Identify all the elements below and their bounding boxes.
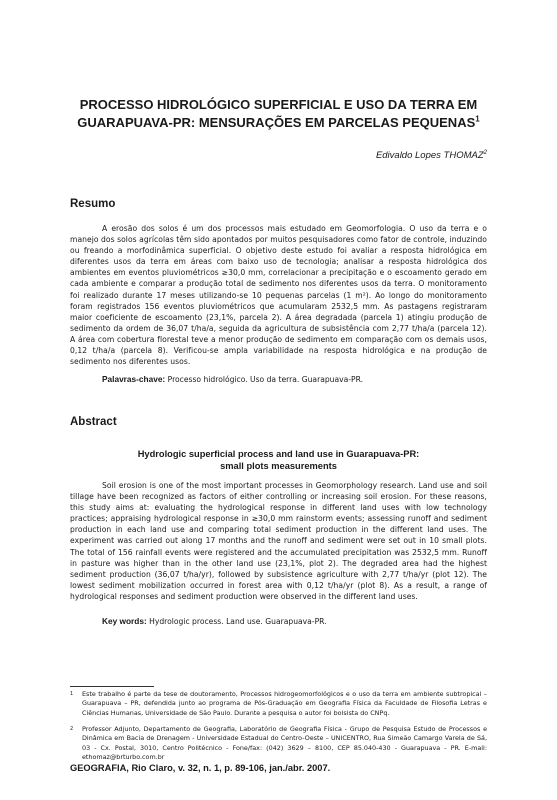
footnote-1 [70,690,487,718]
resumo-keywords-label: Palavras-chave: [102,374,166,384]
abstract-heading: Abstract [70,416,117,428]
resumo-keywords [102,374,363,385]
resumo-keywords-text: Processo hidrológico. Uso da terra. Guarapuava-PR. [167,375,364,384]
footnote-1-text: Este trabalho é parte da tese de doutoramento, Processos hidrogeomorfológicos e o uso da terra em ambiente subtropical – Guarapuava – PR, defendida junto ao programa de Pós-Graduação em Geografia Física da Faculdade de Filosofia Letras e Ciências Humanas, Universidade de São Paulo. Durante a pesquisa o autor foi bolsista do CNPq. [82,690,487,717]
journal-citation: GEOGRAFIA, Rio Claro, v. 32, n. 1, p. 89-106, jan./abr. 2007. [70,763,331,773]
abstract-keywords-text: Hydrologic process. Land use. Guarapuava-PR. [149,617,327,626]
abstract-keywords-label: Key words: [102,616,147,626]
title-footnote-mark: 1 [475,114,480,124]
resumo-body: A erosão dos solos é um dos processos mais estudado em Geomorfologia. O uso da terra e o manejo dos solos agrícolas têm sido apontados por muitos pesquisadores como fator de controle, induzindo ou freando a morfodinâmica superficial. O objetivo deste estudo foi avaliar a resposta hidrológica em diferentes usos da terra em áreas com baixo uso de tecnologia; analisar a resposta hidrológica dos ambientes em eventos pluviométricos ≥30,0 mm, correlacionar a precipitação e o escoamento gerado em cada ambiente e comparar a produção total de sedimento nos diferentes usos da terra. O monitoramento foi realizado durante 17 meses utilizando-se 10 pequenas parcelas (1 m²). Ao longo do monitoramento foram registrados 156 eventos pluviométricos que acumularam 2532,5 mm. As pastagens registraram maior coeficiente de escoamento (23,1%, parcela 2). A área degradada (parcela 1) atingiu produção de sedimento da ordem de 36,07 t/ha/a, seguida da agricultura de subsistência com 2,77 t/ha/a (parcela 12). A área com cobertura florestal teve a menor produção de sedimento em comparação com os demais usos, 0,12 t/ha/a (parcela 8). Verificou-se ampla variabilidade na resposta hidrológica e na produção de sedimento nos diferentes usos. [70,224,487,367]
abstract-body: Soil erosion is one of the most important processes in Geomorphology research. Land use and soil tillage have been recognized as factors of either controlling or increasing soil erosion. For these reasons, this study aims at: evaluating the hydrological response in different land uses with low technology practices; appraising hydrological response in ≥30,0 mm rainstorm events; assessing runoff and sediment production in each land use and comparing total sediment production in the different land uses. The experiment was carried out along 17 months and the runoff and sediment were set out in 10 small plots. The total of 156 rainfall events were registered and the accumulated precipitation was 2532,5 mm. Runoff in pasture was higher than in the other land use (23,1%, plot 2). The degraded area had the highest sediment production (36,07 t/ha/yr), followed by subsistence agriculture with 2,77 t/ha/yr (plot 12). The lowest sediment mobilization occurred in forest area with 0,12 t/ha/yr (plot 8). As a result, a range of hydrological responses and sediment production were observed in the different land uses. [70,481,487,601]
title-line-1: PROCESSO HIDROLÓGICO SUPERFICIAL E USO DA TERRA EM [79,97,478,112]
abstract-subtitle-line-1: Hydrologic superficial process and land use in Guarapuava-PR: [137,449,420,459]
abstract-subtitle [70,448,487,472]
footnote-2-mark: 2 [70,726,74,732]
footnote-1-mark: 1 [70,691,74,697]
author-footnote-mark: 2 [483,149,487,156]
author-name: Edivaldo Lopes THOMAZ [375,150,484,161]
abstract-subtitle-line-2: small plots measurements [220,461,337,471]
article-title [60,96,497,132]
footnote-divider [70,686,154,687]
footnote-2-text: Professor Adjunto, Departamento de Geografia, Laboratório de Geografia Física - Grupo de Pesquisa Estudo de Processos e Dinâmica em Bacia de Drenagem - Universidade Estadual do Centro-Oeste – UNICENTRO, Rua Simeão Camargo Varela de Sá, 03 - Cx. Postal, 3010, Centro Politécnico - Fone/fax: (042) 3629 – 8100, CEP 85.040-430 - Guarapuava - PR. E-mail: ethomaz@brturbo.com.br [82,725,487,762]
author-line [376,150,487,161]
abstract-keywords [102,616,327,627]
resumo-heading: Resumo [70,198,116,210]
title-line-2: GUARAPUAVA-PR: MENSURAÇÕES EM PARCELAS PEQUENAS [77,115,476,130]
footnote-2 [70,725,487,763]
